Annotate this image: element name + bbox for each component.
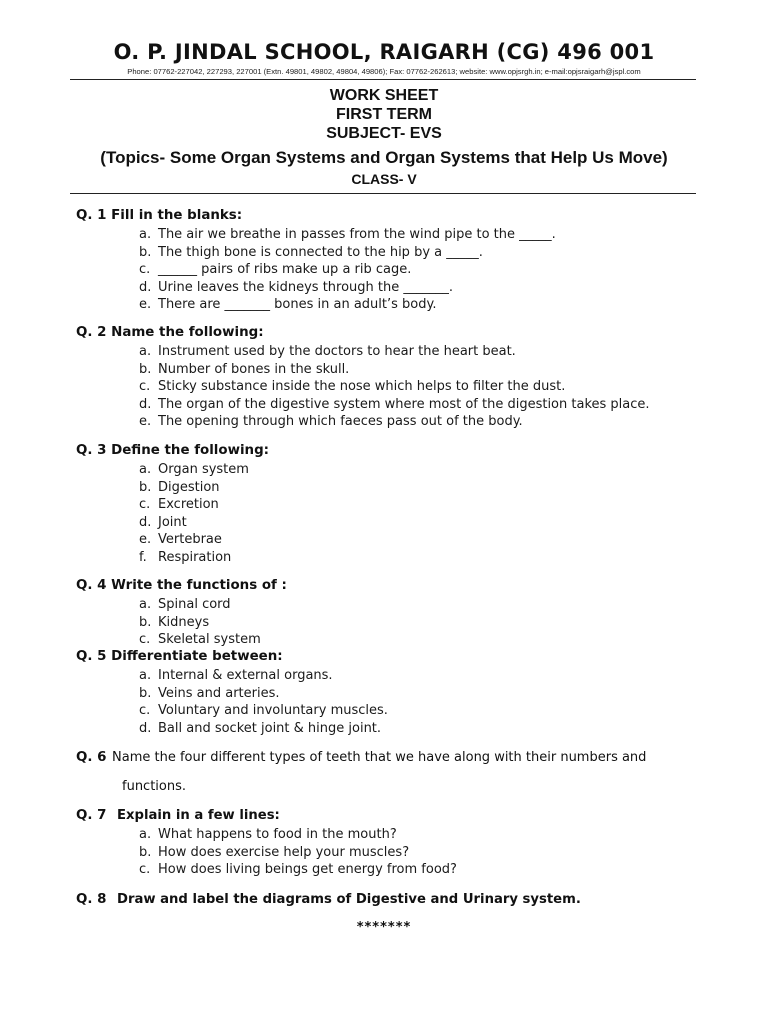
term-title: FIRST TERM <box>336 106 432 123</box>
q1-list <box>139 226 556 314</box>
school-name: O. P. JINDAL SCHOOL, RAIGARH (CG) 496 001 <box>113 40 655 64</box>
q8-number: Q. 8 <box>76 892 107 907</box>
q7-heading: Explain in a few lines: <box>117 808 280 823</box>
list-item: d. Urine leaves the kidneys through the _______. <box>139 279 454 295</box>
list-item: b. The thigh bone is connected to the hip by a _____. <box>139 244 483 260</box>
list-item: b. Number of bones in the skull. <box>139 361 350 377</box>
list-item: c. How does living beings get energy from food? <box>139 862 457 878</box>
title-divider <box>70 193 696 194</box>
list-item: a. The air we breathe in passes from the wind pipe to the _____. <box>139 227 556 242</box>
q3-list <box>139 461 249 567</box>
class-title: CLASS- V <box>351 171 417 187</box>
end-stars: ******* <box>356 920 412 935</box>
list-item: c. Sticky substance inside the nose which helps to filter the dust. <box>139 379 566 395</box>
q6-text-continued: functions. <box>122 779 187 794</box>
list-item: a. Instrument used by the doctors to hear the heart beat. <box>139 344 516 359</box>
list-item: d. Ball and socket joint & hinge joint. <box>139 720 382 736</box>
header-divider <box>70 79 696 80</box>
list-item: b. Digestion <box>139 479 220 495</box>
q6-text: Name the four different types of teeth that we have along with their numbers and <box>112 750 647 765</box>
list-item: b. How does exercise help your muscles? <box>139 844 410 860</box>
subject-title: SUBJECT- EVS <box>326 125 442 142</box>
list-item: c. Excretion <box>139 497 219 513</box>
q1-heading: Q. 1 Fill in the blanks: <box>76 208 243 223</box>
list-item: a. Internal & external organs. <box>139 668 333 683</box>
q4-list <box>139 596 261 649</box>
q7-number: Q. 7 <box>76 808 107 823</box>
list-item: d. The organ of the digestive system where most of the digestion takes place. <box>139 396 650 412</box>
q3-heading: Q. 3 Define the following: <box>76 443 270 458</box>
list-item: a. Spinal cord <box>139 597 231 612</box>
list-item: d. Joint <box>139 514 187 530</box>
list-item: b. Veins and arteries. <box>139 685 280 701</box>
worksheet-title: WORK SHEET <box>329 87 439 104</box>
list-item: b. Kidneys <box>139 614 210 630</box>
list-item: e. Vertebrae <box>139 532 222 548</box>
school-contact: Phone: 07762-227042, 227293, 227001 (Extn. 49801, 49802, 49804, 49806); Fax: 07762-262613; website: www.opjsrgh.in; e-mail:opjsraigarh@jspl.com <box>127 67 641 76</box>
q8-text: Draw and label the diagrams of Digestive and Urinary system. <box>117 892 581 907</box>
q5-list <box>139 667 388 737</box>
list-item: e. There are _______ bones in an adult’s body. <box>139 297 437 313</box>
list-item: f. Respiration <box>139 549 232 565</box>
list-item: c. Skeletal system <box>139 632 261 648</box>
list-item: e. The opening through which faeces pass out of the body. <box>139 414 523 430</box>
q2-list <box>139 343 650 431</box>
q2-heading: Q. 2 Name the following: <box>76 325 264 340</box>
q5-heading: Q. 5 Differentiate between: <box>76 649 283 664</box>
q4-heading: Q. 4 Write the functions of : <box>76 578 287 593</box>
q7-list <box>139 826 457 879</box>
list-item: a. Organ system <box>139 462 249 477</box>
list-item: c. Voluntary and involuntary muscles. <box>139 703 388 719</box>
list-item: c. ______ pairs of ribs make up a rib cage. <box>139 262 412 278</box>
q6-number: Q. 6 <box>76 750 107 765</box>
list-item: a. What happens to food in the mouth? <box>139 827 397 842</box>
topics-title: (Topics- Some Organ Systems and Organ Systems that Help Us Move) <box>100 148 668 167</box>
